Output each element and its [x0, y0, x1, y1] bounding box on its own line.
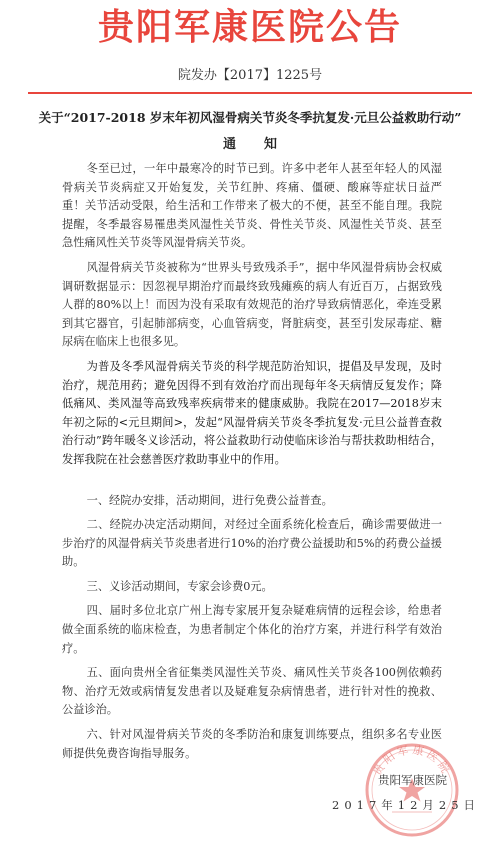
document-number: 院发办【2017】1225号 — [177, 68, 323, 83]
list-item-4: 四、届时多位北京广州上海专家展开复杂疑难病情的远程会诊，给患者做全面系统的临床检查，为患者制定个体化的治疗方案，并进行科学有效治疗。 — [62, 604, 442, 655]
official-seal — [362, 740, 462, 840]
list-item-2: 二、经院办决定活动期间，对经过全面系统化检查后，确诊需要做进一步治疗的风湿骨病关节炎患者进行10%的治疗费公益援助和5%的药费公益援助。 — [62, 518, 442, 569]
svg-text:贵阳军康医院: 贵阳军康医院 — [370, 743, 454, 778]
signature-date: 2017年12月25日 — [332, 798, 481, 812]
paragraph-campaign: 为普及冬季风湿骨病关节炎的科学规范防治知识，提倡及早发现，及时治疗，规范用药；避免因得不到有效治疗而出现每年冬天病情反复发作；降低痛风、类风湿等高致残率疾病带来的健康威胁。我院在2017—2018岁末年初之际的<元旦期间>，发起“风湿骨病关节炎冬季抗复发·元旦公益普查救治行动”跨年暖冬义诊活动，将公益救助行动使临床诊治与帮扶救助相结合，发挥我院在社会慈善医疗救助事业中的作用。 — [62, 359, 442, 466]
list-item-3: 三、义诊活动期间，专家会诊费0元。 — [86, 579, 273, 593]
notice-heading: 通知 — [222, 137, 305, 152]
notice-body — [62, 160, 442, 763]
list-item-5: 五、面向贵州全省征集类风湿性关节炎、痛风性关节炎各100例依赖药物、治疗无效或病情复发患者以及疑难复杂病情患者，进行针对性的挽救、公益诊治。 — [62, 666, 442, 717]
header-title: 贵阳军康医院公告 — [97, 7, 402, 48]
signature-org: 贵阳军康医院 — [378, 773, 447, 787]
notice-subject: 关于“2017-2018 岁末年初风湿骨病关节炎冬季抗复发·元旦公益救助行动” — [38, 110, 462, 125]
list-item-6: 六、针对风湿骨病关节炎的冬季防治和康复训练要点，组织多名专业医师提供免费咨询指导服务。 — [62, 728, 442, 760]
red-divider — [28, 92, 472, 94]
seal-icon — [362, 740, 462, 840]
paragraph-intro: 冬至已过，一年中最寒冷的时节已到。许多中老年人甚至年轻人的风湿骨病关节炎病症又开始复发，关节红肿、疼痛、僵硬、酸麻等症状日益严重！关节活动受限，给生活和工作带来了极大的不便，甚至不能自理。我院提醒，冬季最容易罹患类风湿性关节炎、骨性关节炎、风湿性关节炎、甚至急性痛风性关节炎等风湿骨病关节炎。 — [62, 162, 442, 250]
paragraph-statistics: 风湿骨病关节炎被称为“世界头号致残杀手”，据中华风湿骨病协会权威调研数据显示：因忽视早期治疗而最终致残瘫痪的病人有近百万，占据致残人群的80%以上！而因为没有采取有效规范的治疗导致病情恶化，牵连受累到其它器官，引起肺部病变，心血管病变，肾脏病变，甚至引发尿毒症、糖尿病在临床上也很多见。 — [62, 260, 442, 349]
list-item-1: 一、经院办安排，活动期间，进行免费公益普查。 — [86, 493, 333, 507]
